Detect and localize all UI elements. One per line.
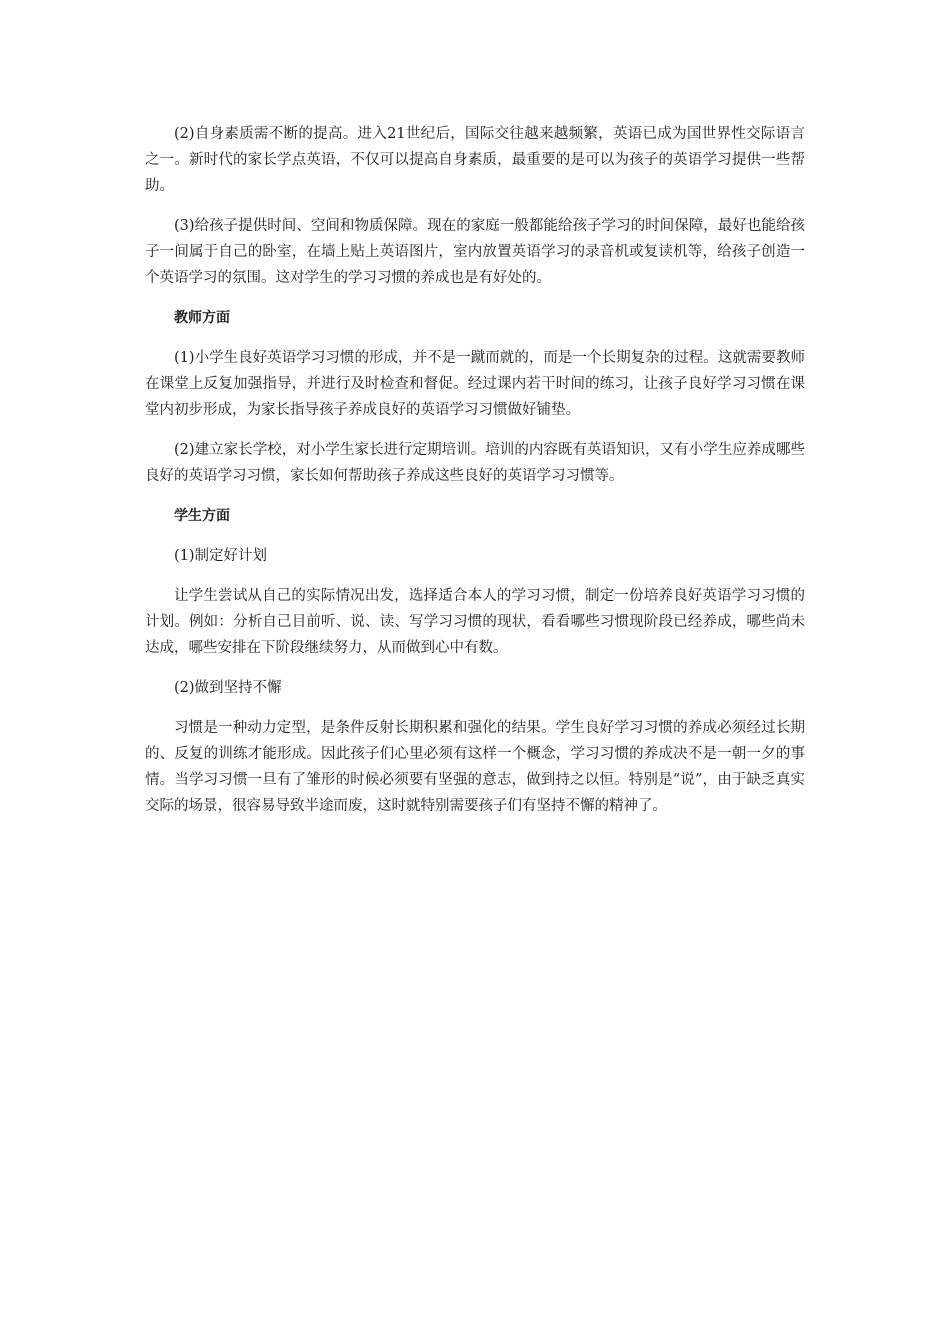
heading-teacher-aspect: 教师方面 (174, 310, 230, 326)
paragraph-make-plan-title: (1)制定好计划 (174, 548, 268, 564)
paragraph-persist-title: (2)做到坚持不懈 (174, 680, 282, 696)
paragraph-persist: 习惯是一种动力定型，是条件反射长期积累和强化的结果。学生良好学习习惯的养成必须经过长期的、反复的训练才能形成。因此孩子们心里必须有这样一个概念，学习习惯的养成决不是一朝一夕的事情。当学习习惯一旦有了雏形的时候必须要有坚强的意志，做到持之以恒。特别是“说”，由于缺乏真实交际的场景，很容易导致半途而废，这时就特别需要孩子们有坚持不懈的精神了。 (145, 720, 805, 814)
paragraph-make-plan: 让学生尝试从自己的实际情况出发，选择适合本人的学习习惯，制定一份培养良好英语学习习惯的计划。例如：分析自己目前听、说、读、写学习习惯的现状，看看哪些习惯现阶段已经养成，哪些尚未达成，哪些安排在下阶段继续努力，从而做到心中有数。 (145, 588, 805, 656)
paragraph-provide-support: (3)给孩子提供时间、空间和物质保障。现在的家庭一般都能给孩子学习的时间保障，最好也能给孩子一间属于自己的卧室，在墙上贴上英语图片，室内放置英语学习的录音机或复读机等，给孩子创造一个英语学习的氛围。这对学生的学习习惯的养成也是有好处的。 (145, 218, 805, 286)
document-page (145, 121, 805, 833)
heading-student-aspect: 学生方面 (174, 508, 230, 524)
paragraph-self-quality: (2)自身素质需不断的提高。进入21世纪后，国际交往越来越频繁，英语已成为国世界性交际语言之一。新时代的家长学点英语，不仅可以提高自身素质，最重要的是可以为孩子的英语学习提供一些帮助。 (145, 126, 805, 194)
paragraph-parent-school: (2)建立家长学校，对小学生家长进行定期培训。培训的内容既有英语知识，又有小学生应养成哪些良好的英语学习习惯，家长如何帮助孩子养成这些良好的英语学习习惯等。 (145, 442, 805, 484)
paragraph-teacher-guidance: (1)小学生良好英语学习习惯的形成，并不是一蹴而就的，而是一个长期复杂的过程。这就需要教师在课堂上反复加强指导，并进行及时检查和督促。经过课内若干时间的练习，让孩子良好学习习惯在课堂内初步形成，为家长指导孩子养成良好的英语学习习惯做好铺垫。 (145, 350, 805, 418)
